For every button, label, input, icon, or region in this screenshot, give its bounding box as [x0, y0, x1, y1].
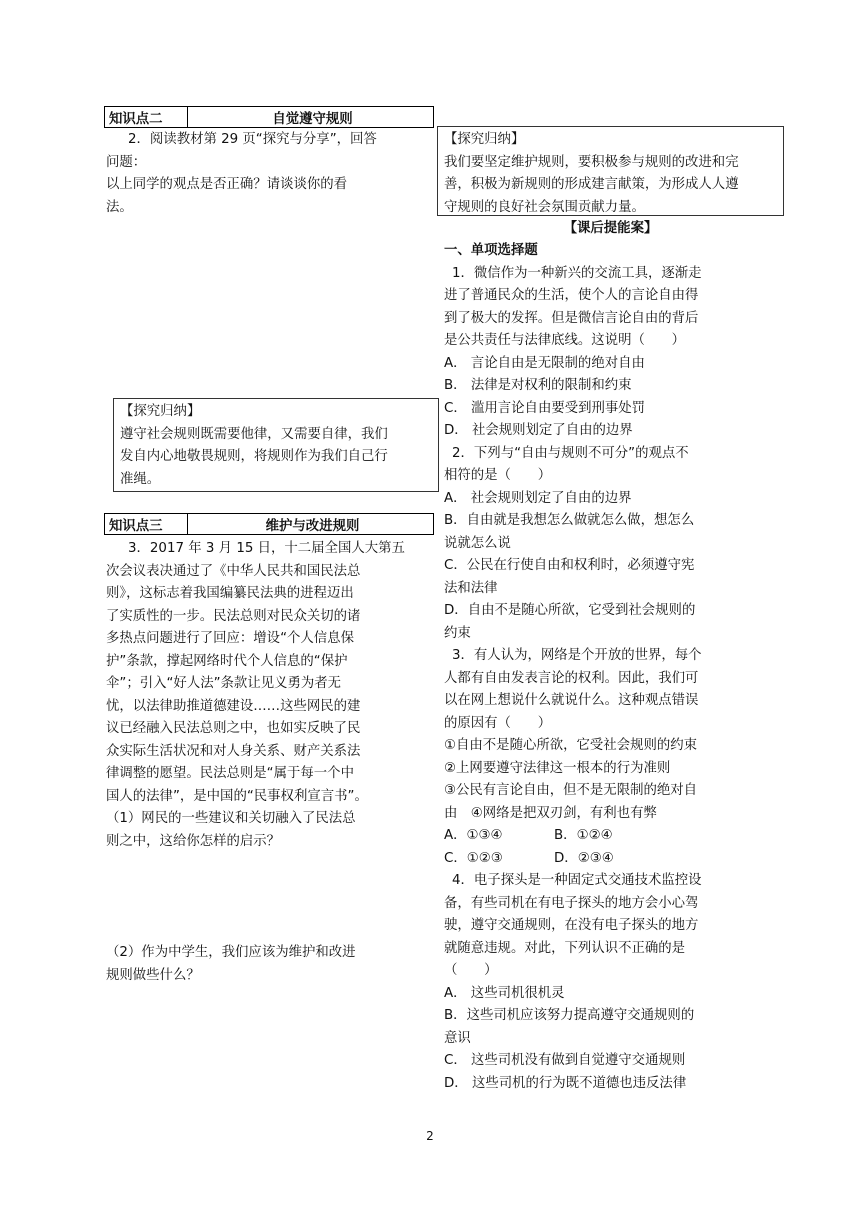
- mcq-3-option-b: B．①②④: [554, 828, 613, 843]
- mcq-3-statement: ③公民有言论自由，但不是无限制的绝对自: [444, 783, 698, 798]
- mcq-4-stem: （ ）: [444, 963, 498, 978]
- question-3-sub2-line: 规则做些什么？: [106, 967, 200, 983]
- mcq-3-stem: 3．有人认为，网络是个开放的世界，每个: [452, 648, 702, 663]
- question-3-sub2: [106, 942, 436, 987]
- mcq-1-option: A． 言论自由是无限制的绝对自由: [444, 355, 645, 371]
- summary-line: 我们要坚定维护规则，要积极参与规则的改进和完: [444, 154, 739, 170]
- question-3-sub1: 则之中，这给你怎样的启示？: [106, 833, 281, 849]
- question-3-line: 众实际生活状况和对人身关系、财产关系法: [106, 743, 361, 759]
- question-3-line: 了实质性的一步。民法总则对民众关切的诸: [106, 608, 361, 624]
- kp3-header: [104, 513, 434, 535]
- question-3-line: 3．2017 年 3 月 15 日，十二届全国人大第五: [128, 541, 405, 556]
- question-3-sub1: （1）网民的一些建议和关切融入了民法总: [106, 811, 356, 826]
- mcq-1-option: B． 法律是对权利的限制和约束: [444, 378, 632, 393]
- summary-line: 准绳。: [120, 471, 161, 487]
- question-3-line: 伞”；引入“好人法”条款让见义勇为者无: [106, 676, 342, 691]
- question-3-line: 多热点问题进行了回应：增设“个人信息保: [106, 631, 354, 646]
- mcq-3-statement: 由 ④网络是把双刃剑，有利也有弊: [444, 805, 657, 821]
- mcq-2-option: 法和法律: [444, 580, 498, 596]
- question-2: [106, 129, 438, 219]
- mcq-4-stem: 备，有些司机在有电子探头的地方会小心驾: [444, 895, 699, 911]
- mcq-1-stem: 到了极大的发挥。但是微信言论自由的背后: [444, 310, 699, 326]
- mcq-4-stem: 驶，遵守交通规则，在没有电子探头的地方: [444, 918, 699, 933]
- question-3-line: 律调整的愿望。民法总则是“属于每一个中: [106, 766, 354, 781]
- summary-line: 遵守社会规则既需要他律，又需要自律，我们: [120, 426, 388, 442]
- summary-box-2: [113, 398, 439, 492]
- question-3-line: 次会议表决通过了《中华人民共和国民法总: [106, 563, 361, 579]
- question-3-line: 护”条款，撑起网络时代个人信息的“保护: [106, 653, 348, 669]
- mcq-3-stem: 以在网上想说什么就说什么。这种观点错误: [444, 693, 699, 708]
- mcq-2-option: C．公民在行使自由和权利时，必须遵守宪: [444, 558, 695, 573]
- mcq-3-statement: ②上网要遵守法律这一根本的行为准则: [444, 760, 671, 776]
- part-title: 一、单项选择题: [444, 243, 538, 258]
- question-2-line: 问题：: [106, 154, 147, 170]
- mcq-4-stem: 就随意违规。对此，下列认识不正确的是: [444, 940, 686, 956]
- mcq-1-option: D． 社会规则划定了自由的边界: [444, 423, 633, 438]
- kp2-title: 自觉遵守规则: [188, 107, 434, 128]
- question-2-line: 2．阅读教材第 29 页“探究与分享”，回答: [128, 132, 377, 147]
- page-number: 2: [426, 1129, 434, 1143]
- right-column: [444, 240, 784, 1095]
- question-3-line: 忧，以法律助推道德建设……这些网民的建: [106, 698, 361, 714]
- mcq-3-option-a: A．①③④: [444, 828, 503, 843]
- mcq-2-stem: 2．下列与“自由与规则不可分”的观点不: [452, 445, 689, 461]
- question-3: [106, 538, 436, 853]
- question-3-line: 议已经融入民法总则之中，也如实反映了民: [106, 721, 361, 736]
- mcq-4-option: 意识: [444, 1030, 471, 1046]
- kp3-label: 知识点三: [105, 514, 188, 535]
- summary-heading: 【探究归纳】: [444, 132, 525, 147]
- mcq-4-option: B．这些司机应该努力提高遵守交通规则的: [444, 1008, 695, 1023]
- mcq-2-option: 说就怎么说: [444, 535, 511, 551]
- mcq-3-option-c: C．①②③: [444, 850, 503, 866]
- mcq-1-stem: 进了普通民众的生活，使个人的言论自由得: [444, 288, 699, 303]
- mcq-4-option: C． 这些司机没有做到自觉遵守交通规则: [444, 1053, 686, 1068]
- summary-line: 发自内心地敬畏规则，将规则作为我们自己行: [120, 449, 388, 464]
- mcq-3-statement: ①自由不是随心所欲，它受社会规则的约束: [444, 738, 698, 753]
- mcq-4-option: D． 这些司机的行为既不道德也违反法律: [444, 1075, 687, 1091]
- mcq-1-option: C． 滥用言论自由要受到刑事处罚: [444, 400, 646, 416]
- question-3-sub2-line: （2）作为中学生，我们应该为维护和改进: [106, 945, 356, 960]
- mcq-2-stem: 相符的是（ ）: [444, 468, 552, 483]
- kp2-label: 知识点二: [105, 107, 188, 128]
- question-2-prompt: 法。: [106, 199, 133, 215]
- mcq-1-stem: 是公共责任与法律底线。这说明（ ）: [444, 333, 686, 348]
- mcq-2-option: D．自由不是随心所欲，它受到社会规则的: [444, 603, 696, 618]
- question-3-line: 则》，这标志着我国编纂民法典的进程迈出: [106, 586, 354, 601]
- kp2-header: [104, 106, 434, 128]
- mcq-3-options-row: [444, 825, 784, 848]
- mcq-2-option: 约束: [444, 625, 471, 641]
- mcq-4-stem: 4．电子探头是一种固定式交通技术监控设: [452, 873, 702, 888]
- summary-box-3: [437, 126, 784, 216]
- mcq-4-option: A． 这些司机很机灵: [444, 985, 565, 1001]
- mcq-3-option-d: D．②③④: [554, 850, 614, 866]
- summary-line: 守规则的良好社会氛围贡献力量。: [444, 199, 645, 215]
- mcq-3-stem: 人都有自由发表言论的权利。因此，我们可: [444, 670, 699, 686]
- summary-line: 善，积极为新规则的形成建言献策，为形成人人遵: [444, 177, 739, 192]
- mcq-2-option: A． 社会规则划定了自由的边界: [444, 490, 632, 506]
- question-2-prompt: 以上同学的观点是否正确？请谈谈你的看: [106, 177, 348, 192]
- kp3-title: 维护与改进规则: [188, 514, 434, 535]
- question-3-line: 国人的法律”，是中国的“民事权利宣言书”。: [106, 788, 368, 804]
- mcq-3-options-row: [444, 848, 784, 871]
- mcq-3-stem: 的原因有（ ）: [444, 715, 552, 731]
- mcq-2-option: B．自由就是我想怎么做就怎么做，想怎么: [444, 513, 695, 528]
- section-title: 【课后提能案】: [563, 221, 658, 236]
- summary-heading: 【探究归纳】: [120, 404, 201, 419]
- mcq-1-stem: 1．微信作为一种新兴的交流工具，逐渐走: [452, 265, 702, 281]
